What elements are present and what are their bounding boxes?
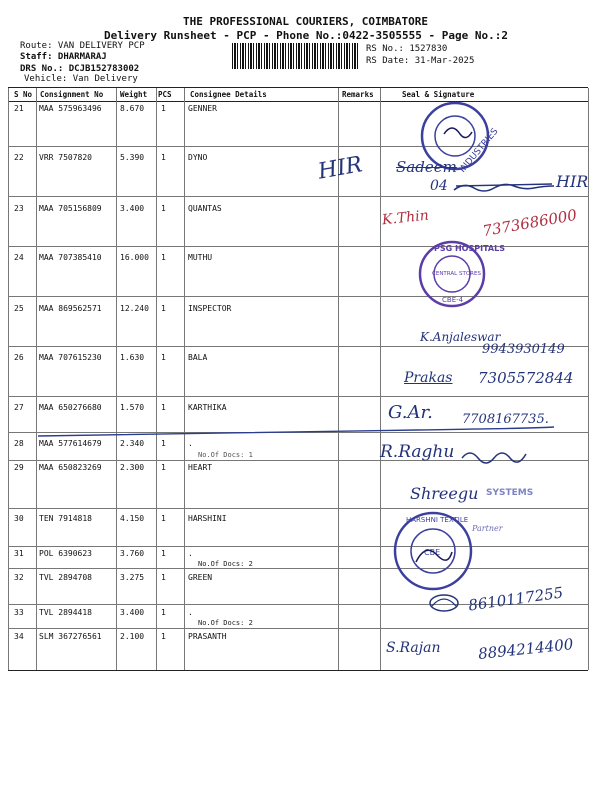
docs-count: No.Of Docs: 2 [198, 619, 253, 627]
handwritten-signature: K.Anjaleswar [420, 330, 501, 344]
col-divider [36, 88, 37, 670]
handwritten-signature: Prakas [404, 370, 453, 386]
cell-consignment: MAA 705156809 [39, 204, 102, 213]
row-divider [8, 568, 588, 569]
cell-consignee: DYNO [188, 153, 208, 162]
cell-sno: 22 [14, 153, 24, 162]
cell-weight: 16.000 [120, 253, 149, 262]
handwritten-phone: 8610117255 [467, 583, 565, 615]
partner-stamp-text: Partner [472, 524, 503, 533]
cell-weight: 2.300 [120, 463, 145, 472]
col-divider [116, 88, 117, 670]
handwritten-phone: 7708167735. [462, 412, 549, 427]
cell-pcs: 1 [161, 204, 166, 213]
handwritten-signature: R.Raghu [380, 442, 455, 462]
cell-sno: 21 [14, 104, 24, 113]
vehicle-text: Vehicle: Van Delivery [24, 74, 138, 84]
col-divider [8, 88, 9, 670]
cell-pcs: 1 [161, 153, 166, 162]
runsheet-title: Delivery Runsheet - PCP - Phone No.:0422-3505555 - Page No.:2 [104, 29, 508, 42]
cell-sno: 32 [14, 573, 24, 582]
cell-weight: 4.150 [120, 514, 145, 523]
cell-pcs: 1 [161, 608, 166, 617]
harshni-stamp [388, 508, 478, 594]
cell-weight: 1.570 [120, 403, 145, 412]
barcode [232, 43, 360, 69]
col-header-seal: Seal & Signature [402, 90, 475, 99]
drs-number: DRS No.: DCJB152783002 [20, 64, 140, 74]
cell-weight: 3.400 [120, 204, 145, 213]
cell-consignee: MUTHU [188, 253, 213, 262]
cell-consignee: HEART [188, 463, 213, 472]
cell-consignee: KARTHIKA [188, 403, 227, 412]
cell-consignment: TVL 2894418 [39, 608, 92, 617]
cell-sno: 25 [14, 304, 24, 313]
cell-consignee: . [188, 439, 193, 448]
cell-consignee: GENNER [188, 104, 217, 113]
col-header-consignment: Consignment No [40, 90, 104, 99]
cell-consignee: INSPECTOR [188, 304, 232, 313]
handwritten-phone: 7373686000 [481, 205, 579, 241]
handwritten-phone: 9943930149 [482, 342, 565, 357]
handwritten-signature: G.Ar. [388, 402, 433, 423]
cell-consignment: MAA 707615230 [39, 353, 102, 362]
cell-consignment: POL 6390623 [39, 549, 92, 558]
cell-pcs: 1 [161, 439, 166, 448]
cell-pcs: 1 [161, 304, 166, 313]
cell-pcs: 1 [161, 463, 166, 472]
rs-date: RS Date: 31-Mar-2025 [366, 56, 475, 66]
stamp-text: INDUSTRIES [457, 126, 501, 175]
cell-sno: 34 [14, 632, 24, 641]
cell-pcs: 1 [161, 514, 166, 523]
cell-consignment: MAA 577614679 [39, 439, 102, 448]
cell-sno: 31 [14, 549, 24, 558]
cell-weight: 1.630 [120, 353, 145, 362]
cell-consignee: GREEN [188, 573, 213, 582]
table-bottom-border [8, 670, 588, 671]
cell-consignee: . [188, 608, 193, 617]
row-divider [8, 396, 588, 397]
cell-pcs: 1 [161, 353, 166, 362]
handwritten-phone: 7305572844 [478, 369, 574, 387]
cell-consignment: MAA 575963496 [39, 104, 102, 113]
col-divider [380, 88, 381, 670]
cell-weight: 8.670 [120, 104, 145, 113]
company-name: THE PROFESSIONAL COURIERS, COIMBATORE [183, 15, 429, 28]
cell-sno: 29 [14, 463, 24, 472]
cell-pcs: 1 [161, 549, 166, 558]
route-text: Route: VAN DELIVERY PCP [20, 41, 145, 51]
handwritten-hir: HIR [556, 172, 589, 191]
cell-consignment: VRR 7507820 [39, 153, 92, 162]
row-divider [8, 196, 588, 197]
cell-weight: 2.100 [120, 632, 145, 641]
col-divider [156, 88, 157, 670]
col-header-sno: S No [14, 90, 33, 99]
cell-sno: 33 [14, 608, 24, 617]
signature-flourish [460, 448, 530, 464]
cell-consignment: MAA 650823269 [39, 463, 102, 472]
cell-weight: 3.760 [120, 549, 145, 558]
staff-text: Staff: DHARMARAJ [20, 52, 107, 62]
cell-weight: 5.390 [120, 153, 145, 162]
col-header-weight: Weight [120, 90, 148, 99]
cell-consignment: MAA 869562571 [39, 304, 102, 313]
cell-consignee: PRASANTH [188, 632, 227, 641]
handwritten-signature: K.Thin [381, 207, 430, 229]
cell-consignee: . [188, 549, 193, 558]
cell-weight: 3.400 [120, 608, 145, 617]
cell-weight: 3.275 [120, 573, 145, 582]
handwritten-phone: 8894214400 [477, 635, 575, 663]
stamp-text: PSG HOSPITALS [434, 244, 505, 253]
docs-count: No.Of Docs: 2 [198, 560, 253, 568]
cell-consignment: SLM 367276561 [39, 632, 102, 641]
table-header-border [8, 101, 588, 102]
cell-sno: 23 [14, 204, 24, 213]
stamp-text: HARSHNI TEXTILE [406, 516, 469, 524]
stamp-text: CENTRAL STORES [432, 271, 481, 277]
cell-pcs: 1 [161, 403, 166, 412]
cell-pcs: 1 [161, 104, 166, 113]
hospital-stamp [412, 238, 505, 310]
cell-sno: 26 [14, 353, 24, 362]
row-divider [8, 508, 588, 509]
stamp-text: CBE [424, 548, 441, 557]
row-divider [8, 296, 588, 297]
handwritten-number: 04 [430, 178, 448, 194]
cell-consignee: HARSHINI [188, 514, 227, 523]
row-divider [8, 628, 588, 629]
handwritten-signature: Shreegu [410, 484, 479, 503]
row-divider [8, 146, 588, 147]
cell-sno: 30 [14, 514, 24, 523]
cell-sno: 27 [14, 403, 24, 412]
handwritten-hir: HIR [316, 152, 365, 185]
cell-consignment: MAA 707385410 [39, 253, 102, 262]
cell-consignment: MAA 650276680 [39, 403, 102, 412]
cell-consignment: TVL 2894708 [39, 573, 92, 582]
cell-consignee: QUANTAS [188, 204, 222, 213]
stamp-text: CBE-4 [442, 296, 464, 304]
cell-sno: 24 [14, 253, 24, 262]
cell-weight: 2.340 [120, 439, 145, 448]
row-divider [8, 546, 588, 547]
col-header-consignee: Consignee Details [190, 90, 267, 99]
cell-consignee: BALA [188, 353, 208, 362]
docs-count: No.Of Docs: 1 [198, 451, 253, 459]
col-header-pcs: PCS [158, 90, 172, 99]
cell-pcs: 1 [161, 632, 166, 641]
systems-stamp-text: SYSTEMS [486, 488, 534, 498]
scribble-strike [452, 178, 562, 196]
cell-pcs: 1 [161, 573, 166, 582]
cell-sno: 28 [14, 439, 24, 448]
rs-number: RS No.: 1527830 [366, 44, 448, 54]
cell-weight: 12.240 [120, 304, 149, 313]
table-top-border [8, 87, 588, 88]
signature-loop [426, 590, 462, 616]
col-divider [184, 88, 185, 670]
handwritten-signature: Sadeem [396, 158, 457, 176]
col-header-remarks: Remarks [342, 90, 374, 99]
cell-pcs: 1 [161, 253, 166, 262]
cell-consignment: TEN 7914818 [39, 514, 92, 523]
handwritten-signature: S.Rajan [386, 640, 441, 656]
